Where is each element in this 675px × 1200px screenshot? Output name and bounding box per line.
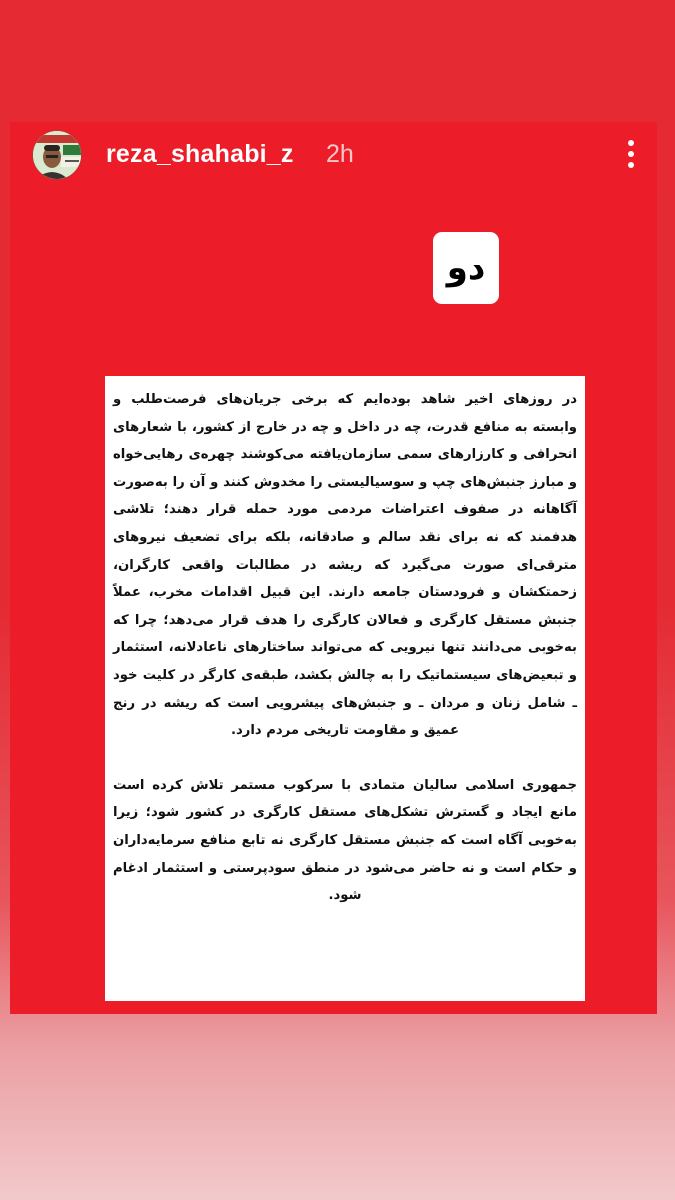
story-header xyxy=(10,122,657,194)
avatar[interactable] xyxy=(32,130,82,180)
story-post xyxy=(10,122,657,1014)
statement-paragraph-1: در روزهای اخیر شاهد بوده‌ایم که برخی جریان‌های فرصت‌طلب و وابسته به منافع قدرت، چه در داخل و چه در خارج از کشور، با شعارهای انحرافی و کارزارهای سمی سازمان‌یافته می‌کوشند چهره‌ی رهایی‌خواه و مبارز جنبش‌های چپ و سوسیالیستی را مخدوش کنند و آن را به‌صورت آگاهانه در صفوف اعتراضات مردمی مورد حمله قرار دهند؛ تلاشی هدفمند که نه برای نقد سالم و صادقانه، بلکه برای تضعیف نیروهای مترقی‌ای صورت می‌گیرد که ریشه در مطالبات واقعی کارگران، زحمتکشان و فرودستان جامعه دارند. این قبیل اقدامات مخرب، عملاً جنبش مستقل کارگری و فعالان کارگری را هدف قرار می‌دهد؛ چرا که به‌خوبی می‌دانند تنها نیرویی که می‌تواند ساختارهای ناعادلانه، استثمار و تبعیض‌های سیستماتیک را به چالش بکشد، طبقه‌ی کارگر در کلیت خود ـ شامل زنان و مردان ـ و جنبش‌های پیشرویی است که ریشه در رنج عمیق و مقاومت تاریخی مردم دارد. xyxy=(113,392,577,739)
post-timestamp: 2h xyxy=(326,140,354,168)
statement-text-card xyxy=(105,376,585,1001)
more-vertical-icon[interactable] xyxy=(622,140,640,172)
part-number-sticker: دو xyxy=(433,232,499,304)
statement-paragraph-2: جمهوری اسلامی سالیان متمادی با سرکوب مستمر تلاش کرده است مانع ایجاد و گسترش تشکل‌های مستقل کارگری در کشور شود؛ زیرا به‌خوبی آگاه است که جنبش مستقل کارگری نه تابع منافع سرمایه‌داران و حکام است و نه حاضر می‌شود در منطق سودپرستی و استثمار ادغام شود. xyxy=(113,777,577,904)
profile-photo-icon xyxy=(33,131,81,179)
username[interactable]: reza_shahabi_z xyxy=(106,140,294,168)
